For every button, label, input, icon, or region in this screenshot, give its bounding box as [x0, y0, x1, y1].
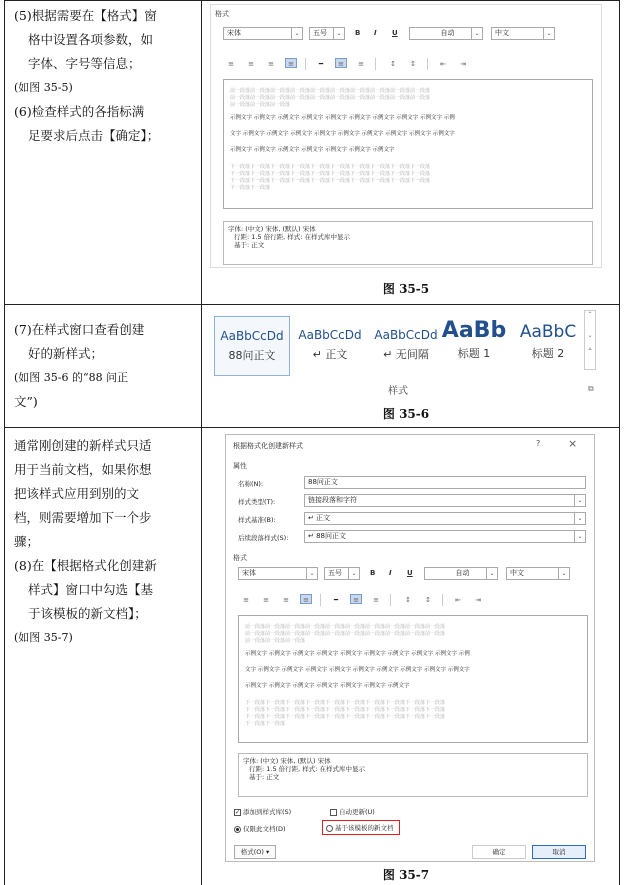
- language-value: 中文: [495, 29, 509, 37]
- line-spacing-icon[interactable]: ≡: [350, 594, 362, 604]
- description-line: 字体: (中文) 宋体, (默认) 宋体: [228, 225, 316, 233]
- style-description: [238, 753, 588, 797]
- preview-prev-para: 前一段落前一段落前一段落前一段落前一段落前一段落前一段落前一段落前一段落前一段落: [230, 88, 431, 94]
- style-sample: AaBbC: [519, 322, 577, 342]
- style-sample: AaBbCcDd: [298, 328, 362, 342]
- preview-next-para: 下一段落下一段落下一段落下一段落下一段落下一段落下一段落下一段落下一段落下一段落: [230, 164, 431, 170]
- chevron-down-icon: ⌄: [486, 568, 497, 579]
- checkmark-icon: ✓: [235, 808, 241, 816]
- preview-sample-text: 示例文字 示例文字 示例文字 示例文字 示例文字 示例文字 示例文字: [230, 147, 395, 153]
- template-document-label: 基于该模板的新文档: [335, 824, 394, 832]
- text-line: 通常刚创建的新样式只适: [14, 438, 152, 453]
- name-value: 88问正文: [308, 478, 338, 486]
- next-style-label: 后续段落样式(S):: [238, 534, 289, 542]
- align-left-icon[interactable]: ≡: [228, 60, 234, 68]
- divider: [427, 58, 428, 70]
- style-preview: [238, 615, 588, 743]
- style-preview: [223, 79, 593, 209]
- bold-button[interactable]: B: [355, 29, 361, 37]
- color-value: 自动: [455, 569, 470, 577]
- gallery-style-heading2[interactable]: [510, 316, 586, 376]
- gallery-title: 样式: [388, 386, 408, 397]
- figure-caption: 图 35-6: [382, 407, 430, 421]
- dialog-title: 根据格式化创建新样式: [233, 442, 303, 450]
- type-value: 链接段落和字符: [308, 496, 357, 504]
- divider: [442, 594, 443, 606]
- text-line: (如图 35-5): [14, 81, 73, 94]
- preview-prev-para: 前一段落前一段落前一段落前一段落前一段落前一段落前一段落前一段落前一段落前一段落: [230, 95, 431, 101]
- chevron-down-icon: ⌄: [348, 568, 359, 579]
- figure-caption: 图 35-7: [382, 868, 430, 882]
- gallery-scrollbar[interactable]: [584, 310, 596, 370]
- format-section-title: 格式: [215, 10, 229, 18]
- chevron-down-icon: ⌄: [574, 531, 585, 542]
- figure-caption: 图 35-5: [382, 282, 430, 296]
- format-menu-button[interactable]: 格式(O) ▾: [234, 845, 276, 859]
- only-this-document-label: 仅限此文档(D): [243, 825, 286, 833]
- text-line: (如图 35-7): [14, 631, 73, 644]
- description-line: 基于: 正文: [234, 241, 265, 249]
- properties-section-title: 属性: [233, 462, 247, 470]
- style-sample: AaBbCcDd: [374, 328, 438, 342]
- preview-sample-text: 文字 示例文字 示例文字 示例文字 示例文字 示例文字 示例文字 示例文字 示例文字 示例文字: [230, 131, 455, 137]
- radio-selected-icon: [234, 826, 241, 833]
- gallery-style-88[interactable]: [214, 316, 290, 376]
- style-gallery: [212, 308, 602, 397]
- text-line: 足要求后点击【确定】；: [28, 128, 160, 143]
- double-spacing-icon[interactable]: ≡: [358, 60, 364, 68]
- divider: [390, 594, 391, 606]
- color-select[interactable]: [424, 567, 498, 580]
- text-line: 骤；: [14, 534, 40, 549]
- space-after-icon[interactable]: ↕: [425, 596, 431, 604]
- color-value: 自动: [440, 29, 455, 37]
- preview-next-para: 下一段落下一段落: [245, 721, 286, 727]
- preview-sample-text: 示例文字 示例文字 示例文字 示例文字 示例文字 示例文字 示例文字 示例文字 示例文字 示例: [245, 651, 470, 657]
- increase-indent-icon[interactable]: ⇥: [475, 596, 481, 604]
- size-value: 五号: [328, 569, 342, 577]
- gallery-style-no-spacing[interactable]: [368, 316, 444, 376]
- description-line: 字体: (中文) 宋体, (默认) 宋体: [243, 757, 331, 765]
- single-spacing-icon[interactable]: ━: [333, 596, 339, 604]
- align-center-icon[interactable]: ≡: [263, 596, 269, 604]
- text-line: (8)在【根据格式化创建新: [14, 558, 157, 573]
- text-line: (5)根据需要在【格式】窗: [14, 8, 157, 23]
- row-border-2: [4, 427, 620, 428]
- space-before-icon[interactable]: ↕: [390, 60, 396, 68]
- template-document-radio[interactable]: [322, 820, 400, 835]
- preview-prev-para: 前一段落前一段落前一段落: [230, 102, 291, 108]
- expand-icon[interactable]: ⩡: [588, 345, 592, 353]
- justify-icon[interactable]: ≡: [285, 58, 297, 68]
- space-after-icon[interactable]: ↕: [410, 60, 416, 68]
- dialog-launcher-icon[interactable]: ⧉: [588, 384, 594, 393]
- style-sample: AaBbCcDd: [220, 329, 284, 343]
- style-name: ↵ 正文: [312, 348, 348, 361]
- double-spacing-icon[interactable]: ≡: [373, 596, 379, 604]
- align-left-icon[interactable]: ≡: [243, 596, 249, 604]
- language-select[interactable]: [506, 567, 570, 580]
- close-icon[interactable]: ×: [568, 437, 578, 450]
- language-select[interactable]: [491, 27, 555, 40]
- text-line: 格中设置各项参数，如: [28, 32, 154, 47]
- ok-button[interactable]: 确定: [472, 845, 526, 859]
- base-label: 样式基准(B):: [238, 516, 276, 524]
- text-line: (如图 35-6 的“88 问正: [14, 371, 129, 384]
- step-8-text: [14, 434, 196, 650]
- preview-next-para: 下一段落下一段落下一段落下一段落下一段落下一段落下一段落下一段落下一段落下一段落: [230, 178, 431, 184]
- chevron-down-icon: ⌄: [558, 568, 569, 579]
- preview-next-para: 下一段落下一段落: [230, 185, 271, 191]
- preview-next-para: 下一段落下一段落下一段落下一段落下一段落下一段落下一段落下一段落下一段落下一段落: [230, 171, 431, 177]
- text-line: 档，则需要增加下一个步: [14, 510, 152, 525]
- underline-button[interactable]: U: [392, 29, 398, 37]
- color-select[interactable]: [409, 27, 483, 40]
- add-to-gallery-label: 添加到样式库(S): [243, 808, 292, 816]
- justify-icon[interactable]: ≡: [300, 594, 312, 604]
- align-center-icon[interactable]: ≡: [248, 60, 254, 68]
- scroll-down-icon[interactable]: ⌄: [587, 332, 593, 339]
- language-value: 中文: [510, 569, 524, 577]
- auto-update-label: 自动更新(U): [339, 808, 375, 816]
- divider: [320, 594, 321, 606]
- step-5-6-text: [14, 4, 196, 148]
- format-panel-fig5: [210, 4, 602, 268]
- chevron-down-icon: ⌄: [543, 28, 554, 39]
- preview-next-para: 下一段落下一段落下一段落下一段落下一段落下一段落下一段落下一段落下一段落下一段落: [245, 707, 446, 713]
- preview-sample-text: 文字 示例文字 示例文字 示例文字 示例文字 示例文字 示例文字 示例文字 示例文字 示例文字: [245, 667, 470, 673]
- only-this-document-radio[interactable]: [234, 824, 286, 833]
- align-right-icon[interactable]: ≡: [283, 596, 289, 604]
- preview-sample-text: 示例文字 示例文字 示例文字 示例文字 示例文字 示例文字 示例文字: [245, 683, 410, 689]
- increase-indent-icon[interactable]: ⇥: [460, 60, 466, 68]
- text-line: (6)检查样式的各指标满: [14, 104, 145, 119]
- text-line: 于该模板的新文档】；: [28, 606, 147, 621]
- chevron-down-icon: ⌄: [471, 28, 482, 39]
- column-divider: [201, 0, 202, 885]
- chevron-down-icon: ⌄: [574, 495, 585, 506]
- font-value: 宋体: [227, 29, 241, 37]
- style-description: [223, 221, 593, 265]
- create-style-dialog: [225, 434, 595, 862]
- chevron-down-icon: ⌄: [574, 513, 585, 524]
- row-border-top: [4, 0, 620, 1]
- single-spacing-icon[interactable]: ━: [318, 60, 324, 68]
- text-line: 好的新样式；: [28, 346, 104, 361]
- cancel-button[interactable]: 取消: [532, 845, 586, 859]
- text-line: 字体、字号等信息；: [28, 56, 141, 71]
- size-value: 五号: [313, 29, 327, 37]
- decrease-indent-icon[interactable]: ⇤: [455, 596, 461, 604]
- chevron-down-icon: ⌄: [291, 28, 302, 39]
- auto-update-checkbox[interactable]: [330, 807, 375, 816]
- description-line: 行距: 1.5 倍行距, 样式: 在样式库中显示: [234, 233, 351, 241]
- type-select[interactable]: [304, 494, 586, 507]
- divider: [375, 58, 376, 70]
- text-line: (7)在样式窗口查看创建: [14, 322, 145, 337]
- text-line: 把该样式应用到别的文: [14, 486, 140, 501]
- underline-button[interactable]: U: [407, 569, 413, 577]
- font-select[interactable]: [238, 567, 318, 580]
- preview-next-para: 下一段落下一段落下一段落下一段落下一段落下一段落下一段落下一段落下一段落下一段落: [245, 714, 446, 720]
- gallery-style-normal[interactable]: [292, 316, 368, 376]
- decrease-indent-icon[interactable]: ⇤: [440, 60, 446, 68]
- line-spacing-icon[interactable]: ≡: [335, 58, 347, 68]
- radio-icon: [326, 825, 333, 832]
- format-section-title: 格式: [233, 554, 247, 562]
- step-7-text: [14, 318, 196, 414]
- preview-prev-para: 前一段落前一段落前一段落: [245, 638, 306, 644]
- text-line: 用于当前文档，如果你想: [14, 462, 152, 477]
- next-style-select[interactable]: [304, 530, 586, 543]
- row-border-1: [4, 304, 620, 305]
- chevron-down-icon: ⌄: [306, 568, 317, 579]
- bold-button[interactable]: B: [370, 569, 376, 577]
- font-value: 宋体: [242, 569, 256, 577]
- space-before-icon[interactable]: ↕: [405, 596, 411, 604]
- size-select[interactable]: [324, 567, 360, 580]
- preview-prev-para: 前一段落前一段落前一段落前一段落前一段落前一段落前一段落前一段落前一段落前一段落: [245, 624, 446, 630]
- description-line: 行距: 1.5 倍行距, 样式: 在样式库中显示: [249, 765, 366, 773]
- gallery-style-heading1[interactable]: [436, 316, 512, 376]
- base-select[interactable]: [304, 512, 586, 525]
- style-name: 标题 1: [457, 347, 491, 360]
- size-select[interactable]: [309, 27, 345, 40]
- name-label: 名称(N):: [238, 480, 264, 488]
- align-right-icon[interactable]: ≡: [268, 60, 274, 68]
- style-name: ↵ 无间隔: [383, 348, 429, 361]
- text-line: 样式】窗口中勾选【基: [28, 582, 154, 597]
- style-name: 88问正文: [228, 349, 276, 362]
- help-icon[interactable]: ?: [536, 439, 541, 448]
- name-input[interactable]: [304, 476, 586, 489]
- preview-next-para: 下一段落下一段落下一段落下一段落下一段落下一段落下一段落下一段落下一段落下一段落: [245, 700, 446, 706]
- add-to-gallery-checkbox[interactable]: [234, 807, 291, 816]
- chevron-down-icon: ⌄: [333, 28, 344, 39]
- style-sample: AaBb: [441, 318, 507, 343]
- style-name: 标题 2: [531, 347, 565, 360]
- italic-button[interactable]: I: [389, 569, 392, 577]
- scroll-up-icon[interactable]: ⌃: [587, 311, 593, 318]
- type-label: 样式类型(T):: [238, 498, 276, 506]
- preview-sample-text: 示例文字 示例文字 示例文字 示例文字 示例文字 示例文字 示例文字 示例文字 示例文字 示例: [230, 115, 455, 121]
- preview-prev-para: 前一段落前一段落前一段落前一段落前一段落前一段落前一段落前一段落前一段落前一段落: [245, 631, 446, 637]
- italic-button[interactable]: I: [374, 29, 377, 37]
- font-select[interactable]: [223, 27, 303, 40]
- base-value: ↵ 正文: [308, 514, 331, 522]
- next-style-value: ↵ 88问正文: [308, 532, 346, 540]
- description-line: 基于: 正文: [249, 773, 280, 781]
- checkbox-icon: [330, 809, 337, 816]
- divider: [305, 58, 306, 70]
- text-line: 文”): [14, 394, 38, 409]
